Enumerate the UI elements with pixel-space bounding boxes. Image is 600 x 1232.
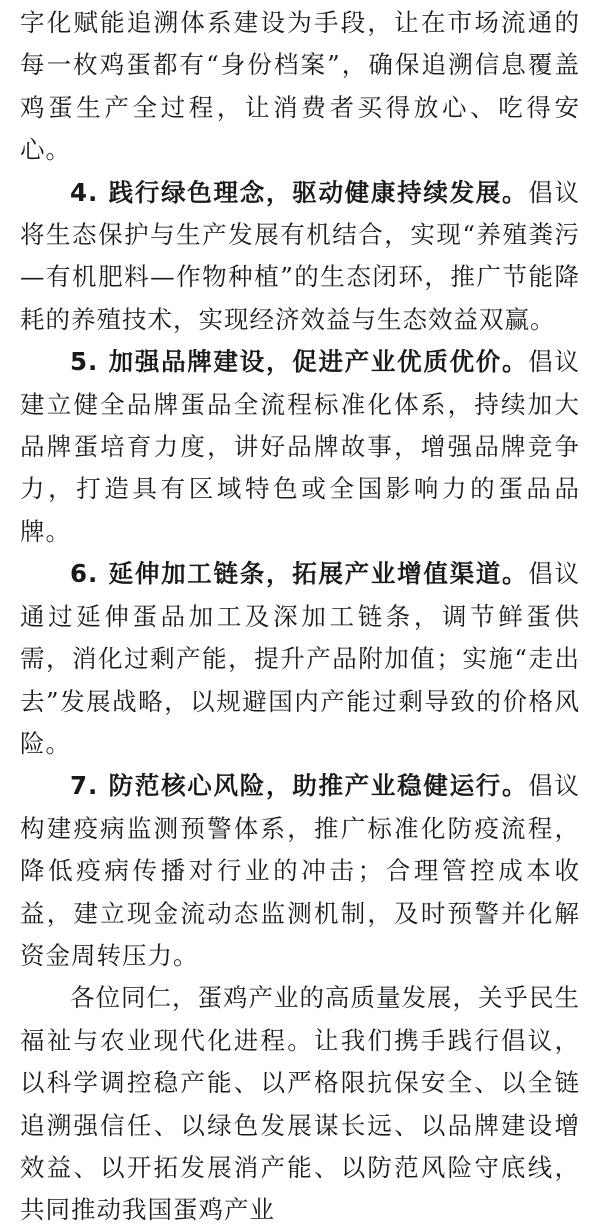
paragraph-traceability-continued (20, 2, 580, 172)
paragraph-text: 各位同仁，蛋鸡产业的高质量发展，关乎民生福祉与农业现代化进程。让我们携手践行倡议，以科学调控稳产能、以严格限抗保安全、以全链追溯强信任、以绿色发展谋长远、以品牌建设增效益、以开拓发展消产能、以防范风险守底线，共同推动我国蛋鸡产业 (20, 983, 580, 1225)
paragraph-text: 倡议将生态保护与生产发展有机结合，实现“养殖粪污—有机肥料—作物种植”的生态闭环，推广节能降耗的养殖技术，实现经济效益与生态效益双赢。 (20, 177, 580, 334)
paragraph-text: 倡议建立健全品牌蛋品全流程标准化体系，持续加大品牌蛋培育力度，讲好品牌故事，增强品牌竞争力，打造具有区域特色或全国影响力的蛋品品牌。 (20, 347, 580, 546)
paragraph-item-5 (20, 341, 580, 553)
paragraph-closing (20, 977, 580, 1231)
paragraph-heading: 7. 防范核心风险，助推产业稳健运行。 (70, 771, 529, 801)
paragraph-heading: 5. 加强品牌建设，促进产业优质优价。 (70, 347, 529, 377)
paragraph-text: 倡议构建疫病监测预警体系，推广标准化防疫流程，降低疫病传播对行业的冲击；合理管控成本收益，建立现金流动态监测机制，及时预警并化解资金周转压力。 (20, 771, 580, 970)
paragraph-item-6 (20, 553, 580, 765)
paragraph-item-4 (20, 172, 580, 342)
paragraph-item-7 (20, 765, 580, 977)
paragraph-heading: 4. 践行绿色理念，驱动健康持续发展。 (70, 177, 529, 207)
paragraph-heading: 6. 延伸加工链条，拓展产业增值渠道。 (70, 559, 529, 589)
paragraph-text: 倡议通过延伸蛋品加工及深加工链条，调节鲜蛋供需，消化过剩产能，提升产品附加值；实施“走出去”发展战略，以规避国内产能过剩导致的价格风险。 (20, 559, 580, 758)
paragraph-text: 字化赋能追溯体系建设为手段，让在市场流通的每一枚鸡蛋都有“身份档案”，确保追溯信息覆盖鸡蛋生产全过程，让消费者买得放心、吃得安心。 (20, 8, 580, 165)
